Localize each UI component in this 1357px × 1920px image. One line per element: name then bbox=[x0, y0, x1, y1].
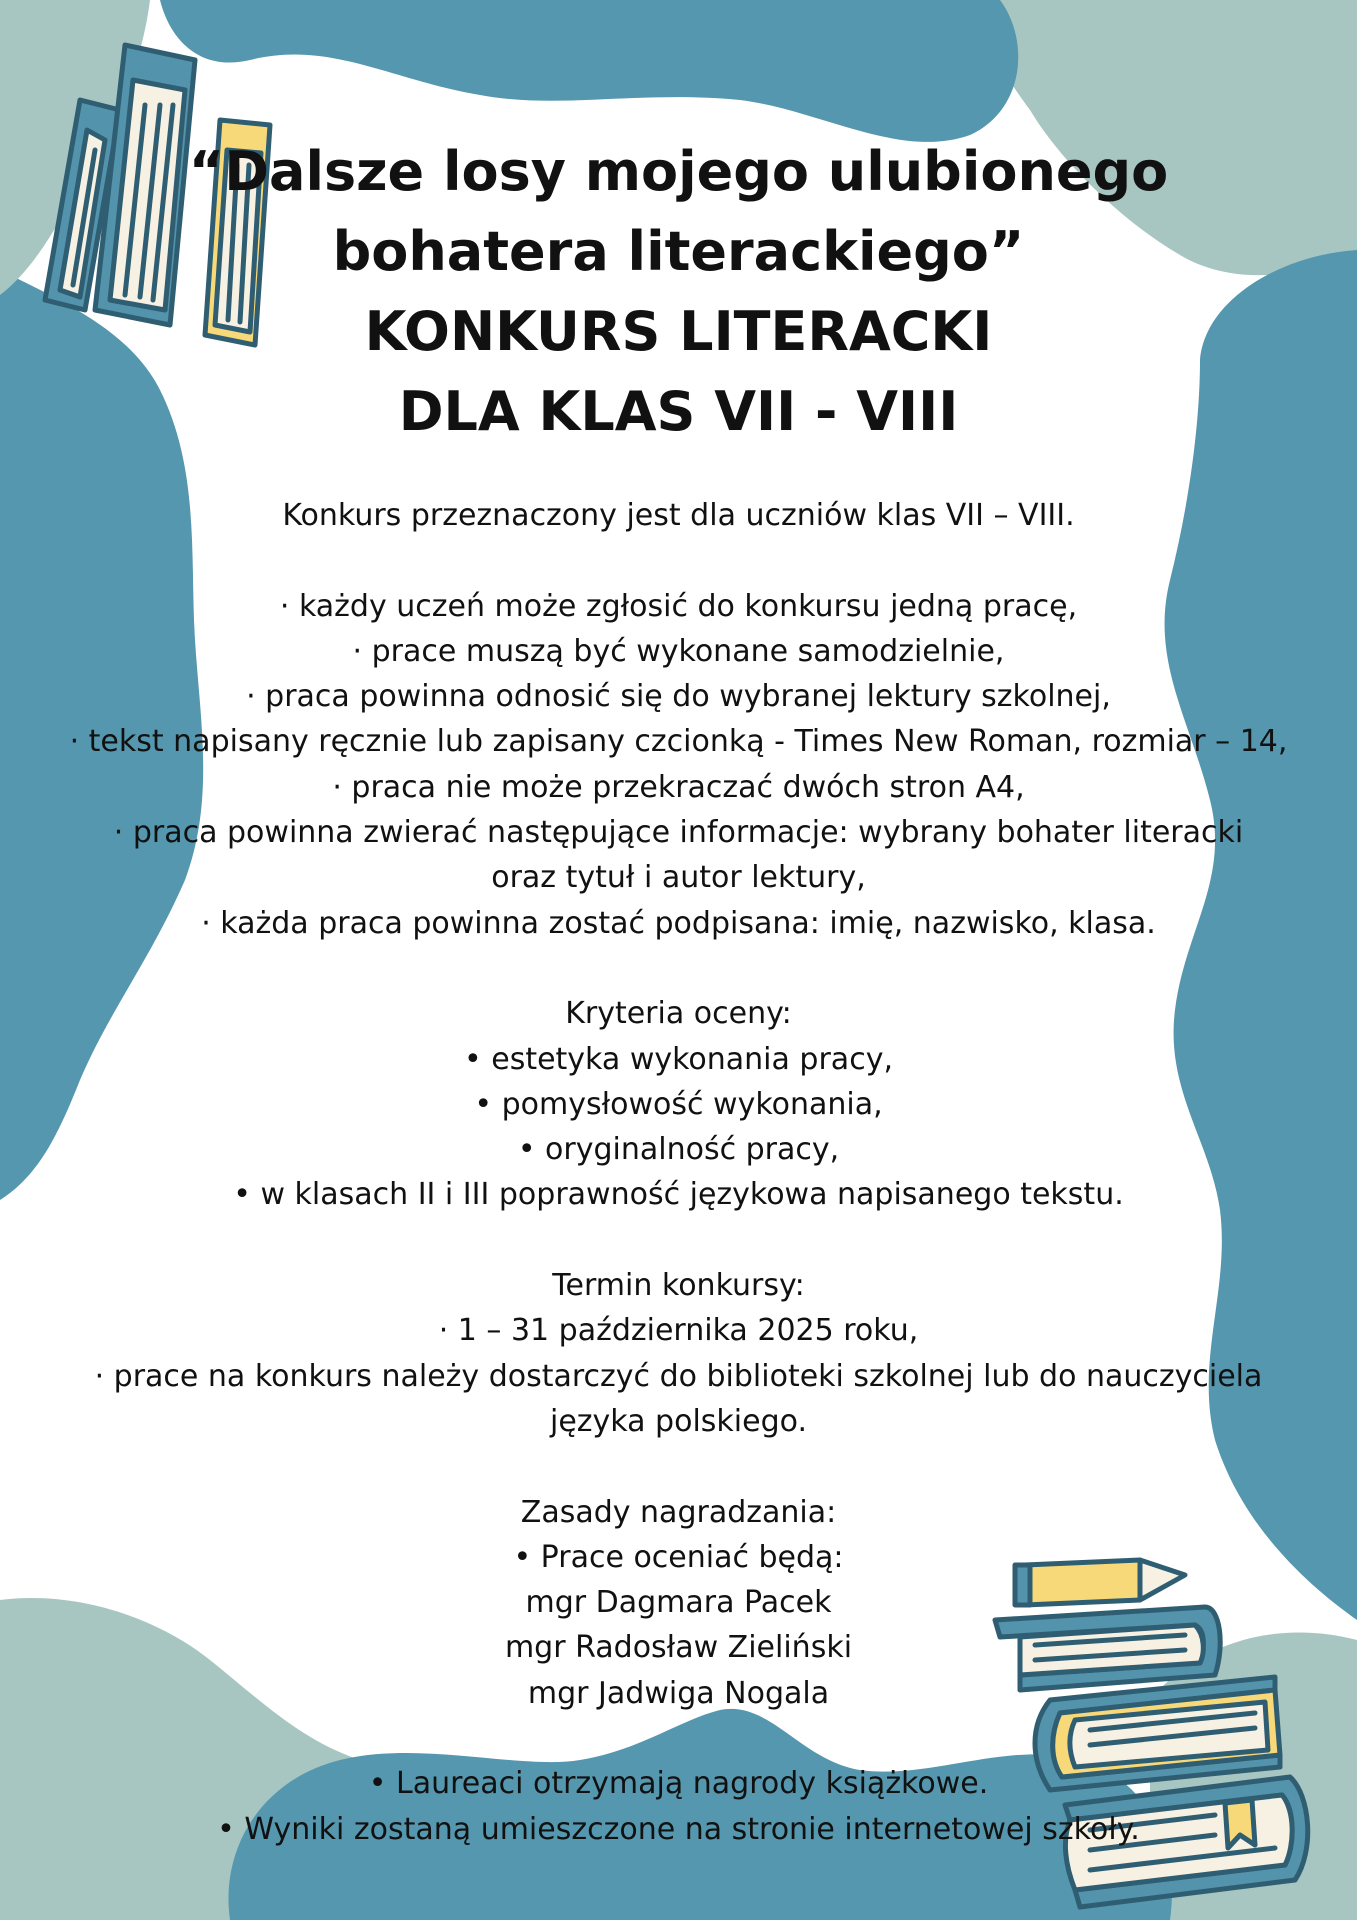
title-line-2: bohatera literackiego” bbox=[332, 220, 1025, 283]
judge-name: mgr Radosław Zieliński bbox=[504, 1630, 853, 1666]
title-line-4: DLA KLAS VII - VIII bbox=[398, 380, 959, 443]
criteria-item: • pomysłowość wykonania, bbox=[474, 1086, 883, 1122]
criteria-heading: Kryteria oceny: bbox=[565, 996, 792, 1032]
rule-item: · praca powinna odnosić się do wybranej lektury szkolnej, bbox=[246, 679, 1111, 715]
awards-item: • Wyniki zostaną umieszczone na stronie internetowej szkoły. bbox=[217, 1811, 1140, 1847]
judge-name: mgr Dagmara Pacek bbox=[525, 1585, 832, 1621]
rule-item: · praca powinna zwierać następujące informacje: wybrany bohater literacki oraz tytuł i autor lektury, bbox=[113, 815, 1244, 896]
judge-name: mgr Jadwiga Nogala bbox=[527, 1675, 830, 1711]
rule-item: · prace muszą być wykonane samodzielnie, bbox=[352, 633, 1005, 669]
criteria-item: • oryginalność pracy, bbox=[517, 1132, 840, 1168]
rule-item: · każda praca powinna zostać podpisana: imię, nazwisko, klasa. bbox=[201, 905, 1156, 941]
rule-item: · każdy uczeń może zgłosić do konkursu jedną pracę, bbox=[279, 588, 1078, 624]
title-line-3: KONKURS LITERACKI bbox=[364, 300, 993, 363]
deadline-item: · prace na konkurs należy dostarczyć do biblioteki szkolnej lub do nauczyciela języka polskiego. bbox=[94, 1358, 1263, 1439]
intro-text: Konkurs przeznaczony jest dla uczniów klas VII – VIII. bbox=[282, 498, 1075, 533]
rule-item: · tekst napisany ręcznie lub zapisany czcionką - Times New Roman, rozmiar – 14, bbox=[69, 724, 1288, 760]
poster-body bbox=[60, 493, 1297, 1852]
criteria-item: • w klasach II i III poprawność językowa napisanego tekstu. bbox=[233, 1177, 1124, 1213]
criteria-item: • estetyka wykonania pracy, bbox=[464, 1041, 893, 1077]
deadline-heading: Termin konkursy: bbox=[552, 1268, 805, 1304]
awards-item: • Laureaci otrzymają nagrody książkowe. bbox=[368, 1766, 989, 1802]
judges-label: • Prace oceniać będą: bbox=[513, 1539, 844, 1575]
rule-item: · praca nie może przekraczać dwóch stron A4, bbox=[332, 769, 1025, 805]
deadline-item: · 1 – 31 października 2025 roku, bbox=[438, 1313, 919, 1349]
title-line-1: “Dalsze losy mojego ulubionego bbox=[188, 140, 1169, 203]
poster-title bbox=[0, 132, 1357, 452]
awards-heading: Zasady nagradzania: bbox=[520, 1494, 837, 1530]
